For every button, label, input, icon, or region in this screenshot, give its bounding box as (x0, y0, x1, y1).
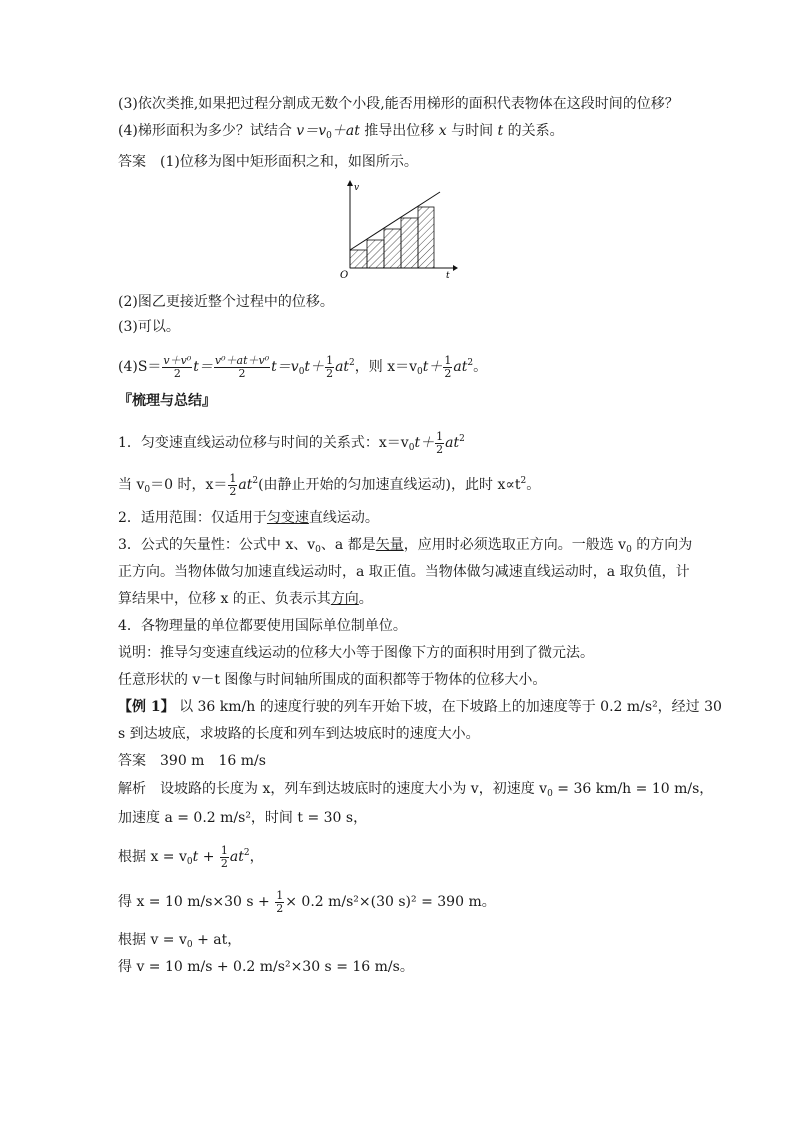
solution-line6: 得 v = 10 m/s + 0.2 m/s²×30 s = 16 m/s。 (118, 959, 414, 975)
solution-line2: 加速度 a = 0.2 m/s²，时间 t = 30 s， (118, 810, 368, 826)
vt-graph (338, 178, 458, 280)
graph-origin-label: O (340, 270, 349, 280)
summary-2: 2．适用范围：仅适用于匀变速直线运动。 (118, 510, 379, 526)
question-3: (3)依次类推,如果把过程分割成无数个小段,能否用梯形的面积代表物体在这段时间的位移？ (118, 96, 679, 112)
graph-t-label: t (446, 271, 450, 280)
note-1: 说明：推导匀变速直线运动的位移大小等于图像下方的面积时用到了微元法。 (118, 645, 594, 661)
summary-1: 1．匀变速直线运动位移与时间的关系式：$x=v_0t+$ $\frac{1}{2}$ $at^2$ (118, 429, 465, 456)
answer-4: (4)S＝ $\frac{\text{v＋v⁰}}{2}$ t＝ $\frac{\text{v⁰＋at＋v⁰}}{2}$ $t=v_0t+$ $\frac{1}{2}$ $at^2$，则 $x=v_0t+$ $\frac{1}{2}$ $at^2$。 (118, 353, 488, 380)
solution-line5: 根据 $v = v_0$ + at， (118, 932, 242, 950)
section-title: 『梳理与总结』 (118, 393, 216, 409)
answer-1: 答案 (1)位移为图中矩形面积之和，如图所示。 (118, 154, 418, 170)
example-answer: 答案 390 m 16 m/s (118, 753, 266, 769)
answer-2: (2)图乙更接近整个过程中的位移。 (118, 294, 334, 310)
graph-v-label: v (354, 183, 360, 193)
answer-3: (3)可以。 (118, 319, 180, 335)
note-2: 任意形状的 v－t 图像与时间轴所围成的面积都等于物体的位移大小。 (118, 672, 547, 688)
example-1-line1: 【例 1】 以 36 km/h 的速度行驶的列车开始下坡，在下坡路上的加速度等于 0.2 m/s²，经过 30 (118, 699, 722, 715)
example-1-line2: s 到达坡底，求坡路的长度和列车到达坡底时的速度大小。 (118, 726, 480, 742)
summary-3-line2: 正方向。当物体做匀加速直线运动时，a 取正值。当物体做匀减速直线运动时，a 取负值，计 (118, 564, 690, 580)
summary-4: 4．各物理量的单位都要使用国际单位制单位。 (118, 618, 407, 634)
summary-1b: 当 $v_0=0$ 时，x＝ $\frac{1}{2}$ $at^2$(由静止开始的匀加速直线运动)，此时 $x\propto t^2$。 (118, 471, 541, 498)
summary-3-line3: 算结果中，位移 x 的正、负表示其方向。 (118, 591, 373, 607)
question-4: (4)梯形面积为多少？试结合 $v=v_0+at$ 推导出位移 x 与时间 t 的关系。 (118, 123, 564, 141)
summary-3-line1: 3．公式的矢量性：公式中 x、$v_0$、a 都是矢量，应用时必须选取正方向。一般选 $v_0$ 的方向为 (118, 537, 693, 555)
solution-line4: 得 x = 10 m/s×30 s + $\frac{1}{2}$ × 0.2 m/s²×(30 s)² = 390 m。 (118, 888, 496, 915)
solution-line1: 解析 设坡路的长度为 x，列车到达坡底时的速度大小为 v，初速度 $v_0 = 36$ km/h = 10 m/s， (118, 781, 714, 799)
solution-line3: 根据 $x = v_0t$ + $\frac{1}{2}$ $at^2$， (118, 843, 264, 870)
